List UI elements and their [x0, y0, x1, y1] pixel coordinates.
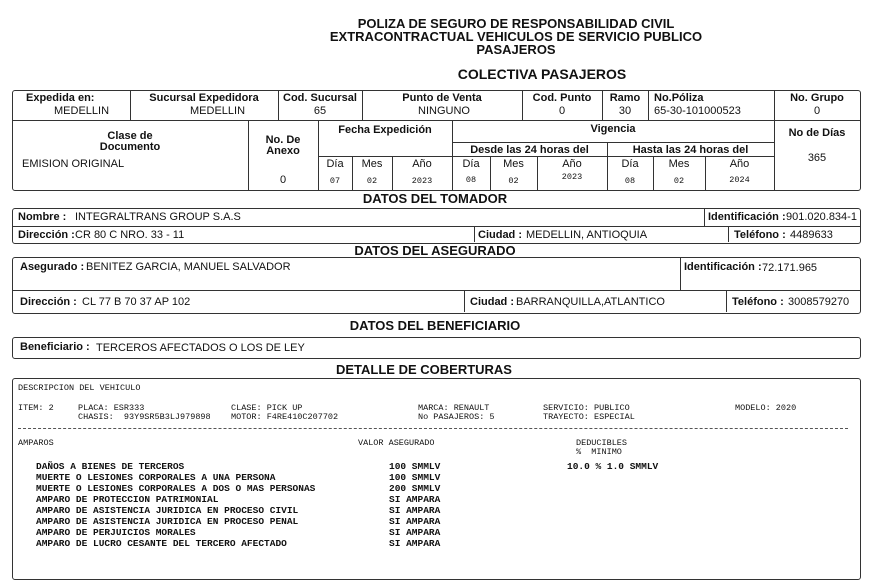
cod-sucursal-label: Cod. Sucursal	[283, 92, 357, 104]
amparo-name: MUERTE O LESIONES CORPORALES A UNA PERSONA	[36, 472, 276, 483]
coberturas-heading: DETALLE DE COBERTURAS	[336, 362, 512, 377]
title-line3: PASAJEROS	[476, 42, 556, 57]
asegurado-nombre-label: Asegurado :	[20, 261, 85, 273]
asegurado-tel: 3008579270	[788, 296, 850, 308]
desde-mes-label: Mes	[503, 158, 524, 170]
amparo-valor: 200 SMMLV	[389, 483, 441, 494]
beneficiario-value: TERCEROS AFECTADOS O LOS DE LEY	[96, 342, 305, 354]
asegurado-ciudad-label: Ciudad :	[470, 296, 514, 308]
cod-sucursal-value: 65	[313, 105, 327, 117]
tomador-tel-label: Teléfono :	[734, 229, 786, 241]
fecha-mes-label: Mes	[361, 158, 383, 170]
tomador-tel: 4489633	[790, 229, 833, 241]
vehicle-clase: CLASE: PICK UP	[231, 403, 303, 413]
beneficiario-label: Beneficiario :	[20, 341, 90, 353]
ramo-label: Ramo	[609, 92, 641, 104]
tomador-nombre: INTEGRALTRANS GROUP S.A.S	[75, 211, 241, 223]
hasta-anio-label: Año	[729, 158, 750, 170]
vehicle-motor: MOTOR: F4RE410C207702	[231, 412, 339, 422]
clase-value: EMISION ORIGINAL	[22, 158, 125, 170]
desde-anio-label: Año	[562, 158, 582, 170]
deducibles-sub: % MINIMO	[576, 447, 622, 457]
hasta-mes: 02	[673, 176, 685, 186]
vigencia-label: Vigencia	[590, 123, 636, 135]
tomador-dir-label: Dirección :	[18, 229, 75, 241]
expedida-value: MEDELLIN	[54, 105, 110, 117]
desde-anio: 2023	[561, 172, 583, 182]
asegurado-nombre: BENITEZ GARCIA, MANUEL SALVADOR	[86, 261, 291, 273]
valor-label: VALOR ASEGURADO	[358, 438, 435, 448]
hasta-dia: 08	[624, 176, 636, 186]
amparo-name: MUERTE O LESIONES CORPORALES A DOS O MAS PERSONAS	[36, 483, 316, 494]
deducibles-label: DEDUCIBLES	[576, 438, 628, 448]
vehicle-modelo: MODELO: 2020	[735, 403, 797, 413]
vehicle-servicio: SERVICIO: PUBLICO	[543, 403, 630, 413]
title-line1: POLIZA DE SEGURO DE RESPONSABILIDAD CIVIL	[357, 16, 675, 31]
grupo-value: 0	[813, 105, 821, 117]
title-line2: EXTRACONTRACTUAL VEHICULOS DE SERVICIO PUBLICO	[329, 29, 703, 44]
dias-label: No de Días	[788, 127, 846, 139]
desde-mes: 02	[508, 176, 519, 186]
cod-punto-label: Cod. Punto	[532, 92, 592, 104]
hasta-mes-label: Mes	[668, 158, 690, 170]
amparo-name: DAÑOS A BIENES DE TERCEROS	[36, 461, 185, 472]
amparos-label: AMPAROS	[18, 438, 54, 448]
amparo-name: AMPARO DE LUCRO CESANTE DEL TERCERO AFECTADO	[36, 538, 287, 549]
tomador-ciudad-label: Ciudad :	[478, 229, 522, 241]
poliza-label: No.Póliza	[654, 92, 704, 104]
asegurado-tel-label: Teléfono :	[732, 296, 784, 308]
desde-label: Desde las 24 horas del	[470, 144, 589, 156]
expedida-label: Expedida en:	[26, 92, 95, 104]
fecha-anio: 2023	[411, 176, 433, 186]
fecha-dia-label: Día	[326, 158, 344, 170]
fecha-label: Fecha Expedición	[338, 124, 432, 136]
dias-value: 365	[807, 152, 827, 164]
fecha-anio-label: Año	[412, 158, 432, 170]
amparo-valor: SI AMPARA	[389, 516, 441, 527]
fecha-dia: 07	[329, 176, 341, 186]
desde-dia-label: Día	[462, 158, 480, 170]
subtitle: COLECTIVA PASAJEROS	[457, 66, 627, 82]
amparo-valor: SI AMPARA	[389, 505, 441, 516]
hasta-anio: 2024	[729, 175, 750, 185]
vehicle-marca: MARCA: RENAULT	[418, 403, 490, 413]
tomador-id: 901.020.834-1	[786, 211, 857, 223]
amparo-valor: 100 SMMLV	[389, 461, 441, 472]
ramo-value: 30	[618, 105, 632, 117]
tomador-id-label: Identificación :	[708, 211, 786, 223]
asegurado-dir: CL 77 B 70 37 AP 102	[82, 296, 191, 308]
vehicle-item: ITEM: 2	[18, 403, 54, 413]
asegurado-ciudad: BARRANQUILLA,ATLANTICO	[516, 296, 665, 308]
vehicle-desc-label: DESCRIPCION DEL VEHICULO	[18, 383, 141, 393]
asegurado-id-label: Identificación :	[684, 261, 762, 273]
amparo-name: AMPARO DE ASISTENCIA JURIDICA EN PROCESO PENAL	[36, 516, 299, 527]
vehicle-chasis: CHASIS: 93Y9SR5B3LJ979898	[78, 412, 211, 422]
divider	[18, 428, 848, 429]
amparo-name: AMPARO DE PERJUICIOS MORALES	[36, 527, 196, 538]
tomador-dir: CR 80 C NRO. 33 - 11	[75, 229, 185, 241]
punto-value: NINGUNO	[418, 105, 470, 117]
asegurado-dir-label: Dirección :	[20, 296, 77, 308]
poliza-value: 65-30-101000523	[654, 105, 741, 117]
amparo-name: AMPARO DE PROTECCION PATRIMONIAL	[36, 494, 219, 505]
amparo-valor: SI AMPARA	[389, 538, 441, 549]
clase-label-1: Clase de	[107, 130, 153, 142]
vehicle-trayecto: TRAYECTO: ESPECIAL	[543, 412, 635, 422]
amparo-valor: SI AMPARA	[389, 527, 441, 538]
clase-label-2: Documento	[99, 141, 161, 153]
amparo-name: AMPARO DE ASISTENCIA JURIDICA EN PROCESO CIVIL	[36, 505, 299, 516]
fecha-mes: 02	[366, 176, 378, 186]
sucursal-label: Sucursal Expedidora	[149, 92, 259, 104]
vehicle-pasajeros: No PASAJEROS: 5	[418, 412, 495, 422]
amparo-deducible: 10.0 % 1.0 SMMLV	[567, 461, 659, 472]
desde-dia: 08	[465, 175, 477, 185]
cod-punto-value: 0	[558, 105, 566, 117]
asegurado-heading: DATOS DEL ASEGURADO	[354, 243, 516, 258]
anexo-value: 0	[279, 174, 287, 186]
tomador-heading: DATOS DEL TOMADOR	[362, 191, 508, 206]
amparo-valor: 100 SMMLV	[389, 472, 441, 483]
anexo-label-1: No. De	[265, 134, 301, 146]
hasta-dia-label: Día	[621, 158, 639, 170]
tomador-ciudad: MEDELLIN, ANTIOQUIA	[526, 229, 648, 241]
vehicle-placa: PLACA: ESR333	[78, 403, 145, 413]
grupo-label: No. Grupo	[790, 92, 844, 104]
beneficiario-heading: DATOS DEL BENEFICIARIO	[349, 318, 521, 333]
sucursal-value: MEDELLIN	[190, 105, 246, 117]
punto-label: Punto de Venta	[402, 92, 482, 104]
amparo-valor: SI AMPARA	[389, 494, 441, 505]
tomador-nombre-label: Nombre :	[18, 211, 67, 223]
anexo-label-2: Anexo	[266, 145, 300, 157]
asegurado-id: 72.171.965	[762, 262, 818, 274]
hasta-label: Hasta las 24 horas del	[632, 144, 749, 156]
